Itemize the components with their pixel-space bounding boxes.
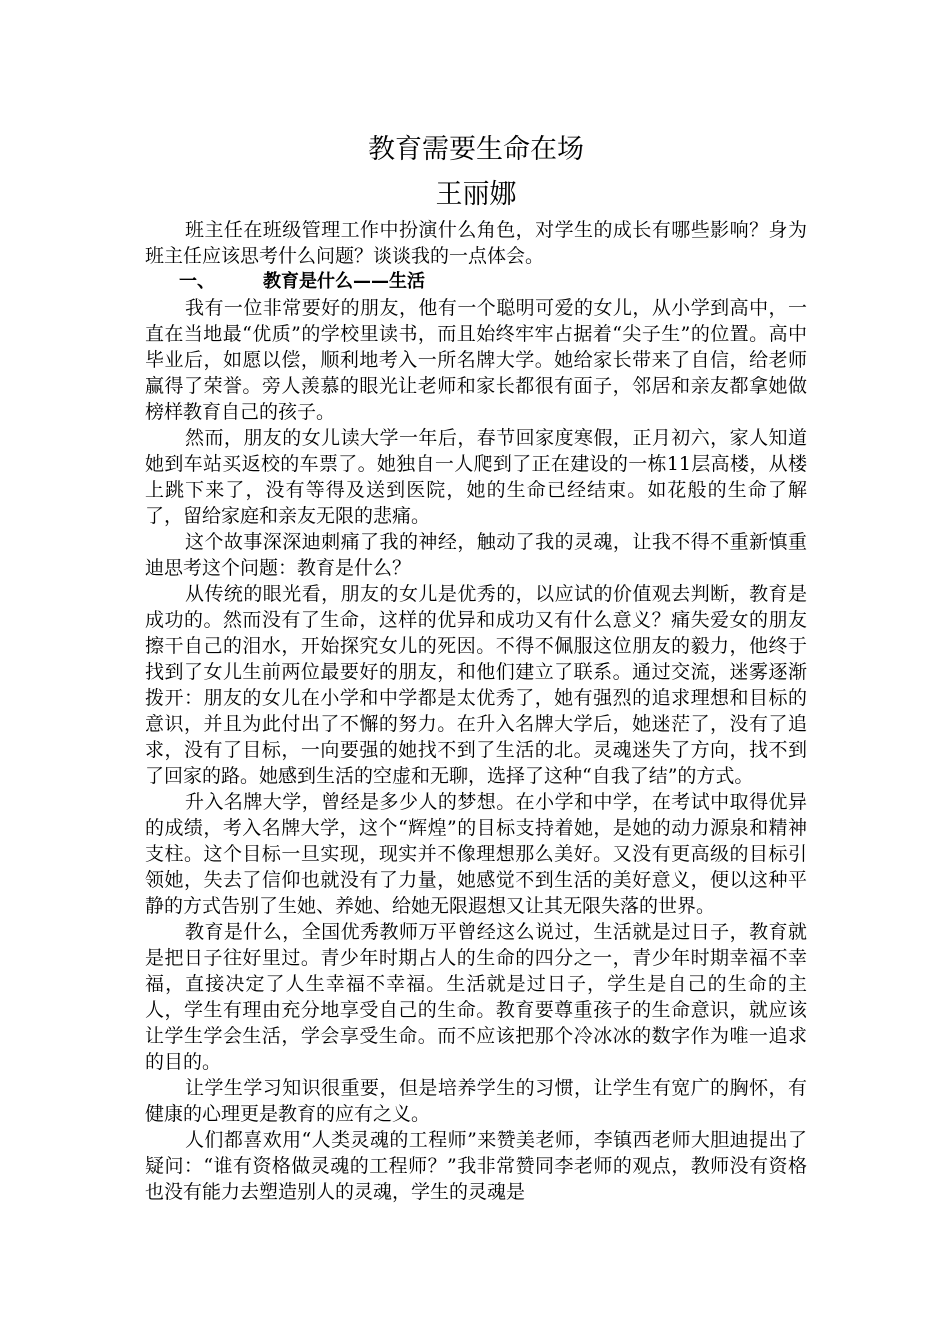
body-paragraph: 这个故事深深迪刺痛了我的神经，触动了我的灵魂，让我不得不重新慎重迪思考这个问题：教育是什么？ [145,531,807,579]
document-title: 教育需要生命在场 [368,134,584,165]
body-paragraph: 让学生学习知识很重要，但是培养学生的习惯，让学生有宽广的胸怀，有健康的心理更是教育的应有之义。 [145,1077,807,1125]
section-heading-text: 教育是什么——生活 [263,271,425,292]
body-paragraph: 升入名牌大学，曾经是多少人的梦想。在小学和中学，在考试中取得优异的成绩，考入名牌大学，这个“辉煌”的目标支持着她，是她的动力源泉和精神支柱。这个目标一旦实现，现实并不像理想那么美好。又没有更高级的目标引领她，失去了信仰也就没有了力量，她感觉不到生活的美好意义，便以这种平静的方式告别了生她、养她、给她无限遐想又让其无限失落的世界。 [145,791,807,917]
intro-paragraph: 班主任在班级管理工作中扮演什么角色，对学生的成长有哪些影响？身为班主任应该思考什么问题？谈谈我的一点体会。 [145,219,807,267]
body-paragraph: 我有一位非常要好的朋友，他有一个聪明可爱的女儿，从小学到高中，一直在当地最“优质”的学校里读书，而且始终牢牢占据着“尖子生”的位置。高中毕业后，如愿以偿，顺利地考入一所名牌大学。她给家长带来了自信，给老师赢得了荣誉。旁人羡慕的眼光让老师和家长都很有面子，邻居和亲友都拿她做榜样教育自己的孩子。 [145,297,807,423]
body-paragraph: 从传统的眼光看，朋友的女儿是优秀的，以应试的价值观去判断，教育是成功的。然而没有了生命，这样的优异和成功又有什么意义？痛失爱女的朋友擦干自己的泪水，开始探究女儿的死因。不得不佩服这位朋友的毅力，他终于找到了女儿生前两位最要好的朋友，和他们建立了联系。通过交流，迷雾逐渐拨开：朋友的女儿在小学和中学都是太优秀了，她有强烈的追求理想和目标的意识，并且为此付出了不懈的努力。在升入名牌大学后，她迷茫了，没有了追求，没有了目标，一向要强的她找不到了生活的北。灵魂迷失了方向，找不到了回家的路。她感到生活的空虚和无聊，选择了这种“自我了结”的方式。 [145,583,807,787]
section-number: 一、 [179,271,215,292]
document-author: 王丽娜 [435,179,517,210]
section-heading [145,269,807,295]
body-paragraph: 教育是什么，全国优秀教师万平曾经这么说过，生活就是过日子，教育就是把日子往好里过。青少年时期占人的生命的四分之一，青少年时期幸福不幸福，直接决定了人生幸福不幸福。生活就是过日子，学生是自己的生命的主人，学生有理由充分地享受自己的生命。教育要尊重孩子的生命意识，就应该让学生学会生活，学会享受生命。而不应该把那个冷冰冰的数字作为唯一追求的目的。 [145,921,807,1073]
body-paragraph: 然而，朋友的女儿读大学一年后，春节回家度寒假，正月初六，家人知道她到车站买返校的车票了。她独自一人爬到了正在建设的一栋11层高楼，从楼上跳下来了，没有等得及送到医院，她的生命已经结束。如花般的生命了解了，留给家庭和亲友无限的悲痛。 [145,427,807,527]
document-body [145,130,807,1205]
body-paragraph: 人们都喜欢用“人类灵魂的工程师”来赞美老师，李镇西老师大胆迪提出了疑问：“谁有资格做灵魂的工程师？”我非常赞同李老师的观点，教师没有资格也没有能力去塑造别人的灵魂，学生的灵魂是 [145,1129,807,1203]
